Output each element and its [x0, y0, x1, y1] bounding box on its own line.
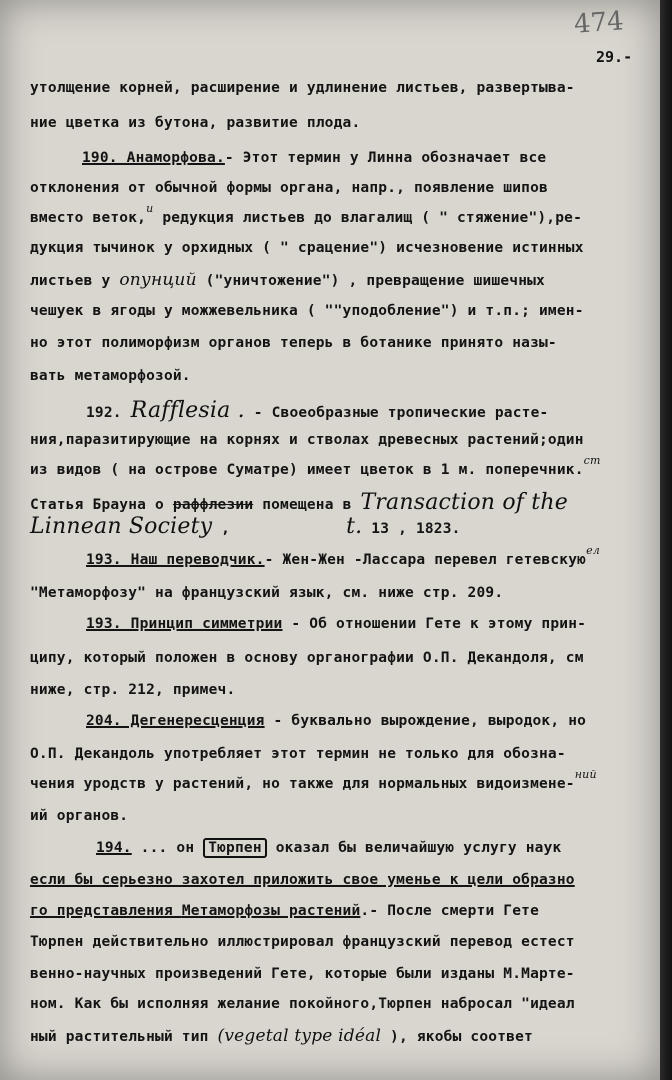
- text-line: [30, 903, 539, 919]
- note-heading: 192.: [86, 405, 122, 421]
- handwritten-word: Rafflesia .: [130, 398, 245, 423]
- text-line: утолщение корней, расширение и удлинение листьев, развертыва-: [30, 80, 575, 96]
- text-span: листьев у: [30, 273, 111, 289]
- text-line: [30, 490, 568, 515]
- text-line: но этот полиморфизм органов теперь в ботанике принято назы-: [30, 335, 557, 351]
- archive-number: 474: [573, 6, 625, 40]
- text-line: [30, 1026, 533, 1046]
- note-heading: 190. Анаморфова.: [82, 150, 225, 166]
- text-span: 13 , 1823.: [362, 521, 461, 537]
- text-line: [30, 454, 601, 478]
- text-line: ий органов.: [30, 808, 129, 824]
- note-194: [96, 840, 561, 856]
- text-span: ), якобы соответ: [381, 1029, 533, 1045]
- bracketed-name: Тюрпен: [203, 838, 267, 858]
- text-span: редукция листьев до влагалищ ( " стяжение"),ре-: [153, 210, 583, 226]
- handwritten-abbr: t.: [346, 514, 363, 539]
- note-193b: [86, 616, 586, 632]
- text-line: ние цветка из бутона, развитие плода.: [30, 115, 361, 131]
- text-span: ный растительный тип: [30, 1029, 218, 1045]
- text-line: ниже, стр. 212, примеч.: [30, 682, 236, 698]
- note-190: [82, 150, 546, 166]
- text-line: Linnean Society , t. 13 , 1823.: [30, 514, 461, 539]
- text-span: .- После смерти Гете: [360, 903, 540, 919]
- text-span: оказал бы величайшую услугу наук: [266, 840, 562, 856]
- text-line: [30, 768, 597, 792]
- note-heading: 194.: [96, 840, 132, 856]
- note-heading: 193. Наш переводчик.: [86, 552, 265, 568]
- text-span: ("уничтожение") , превращение шишечных: [196, 273, 545, 289]
- handwritten-insertion: ний: [574, 768, 597, 781]
- text-line: О.П. Декандоль употребляет этот термин не только для обозна-: [30, 746, 566, 762]
- text-line: ном. Как бы исполняя желание покойного,Тюрпен набросал "идеал: [30, 996, 575, 1012]
- handwritten-insertion: ст: [583, 454, 601, 467]
- handwritten-phrase: (vegetal type idéal: [217, 1026, 382, 1046]
- note-192: [86, 398, 548, 423]
- text-span: ... он: [131, 840, 204, 856]
- handwritten-title: Linnean Society: [30, 514, 213, 539]
- text-line: ния,паразитирующие на корнях и стволах древесных растений;один: [30, 432, 584, 448]
- text-span: помещена в: [253, 497, 352, 513]
- text-line: Тюрпен действительно иллюстрировал французский перевод естест: [30, 934, 575, 950]
- underlined-title: Метаморфозы растений: [181, 903, 361, 919]
- handwritten-title: Transaction of the: [360, 490, 568, 515]
- text-line: вать метаморфозой.: [30, 368, 191, 384]
- text-line: дукция тычинок у орхидных ( " срацение") исчезновение истинных: [30, 240, 584, 256]
- text-line: [30, 270, 545, 290]
- text-span: - Этот термин у Линна обозначает все: [224, 150, 547, 166]
- scan-edge: [660, 0, 672, 1080]
- text-line: чешуек в ягоды у можжевельника ( ""уподобление") и т.п.; имен-: [30, 303, 584, 319]
- text-span: чения уродств у растений, но также для нормальных видоизмене-: [30, 776, 575, 792]
- text-span: - Об отношении Гете к этому прин-: [282, 616, 587, 632]
- text-span: вместо веток,: [30, 210, 147, 226]
- text-span: Статья Брауна о: [30, 497, 164, 513]
- text-line: венно-научных произведений Гете, которые были изданы М.Марте-: [30, 966, 575, 982]
- text-line: [30, 202, 583, 226]
- text-span: - Своеобразные тропические расте-: [244, 405, 549, 421]
- note-heading: 193. Принцип симметрии: [86, 616, 283, 632]
- handwritten-word: опунций: [119, 270, 197, 290]
- text-line: отклонения от обычной формы органа, напр., появление шипов: [30, 180, 548, 196]
- text-line: "Метаморфозу" на французский язык, см. ниже стр. 209.: [30, 585, 504, 601]
- note-204: [86, 713, 586, 729]
- text-span: из видов ( на острове Суматре) имеет цветок в 1 м. поперечник.: [30, 462, 584, 478]
- text-span: - Жен-Жен -Лассара перевел гетевскую: [264, 552, 587, 568]
- handwritten-insertion: ел: [586, 544, 601, 557]
- text-line: ципу, который положен в основу органографии О.П. Декандоля, см: [30, 650, 584, 666]
- text-span: - буквально вырождение, выродок, но: [264, 713, 587, 729]
- corrected-word: раффлезии: [172, 497, 254, 513]
- note-193a: [86, 544, 601, 568]
- note-heading: 204. Дегенересценция: [86, 713, 265, 729]
- text-span: го представления: [30, 903, 182, 919]
- handwritten-insertion: и: [146, 202, 154, 215]
- page-number: 29.-: [596, 48, 633, 66]
- text-line: если бы серьезно захотел приложить свое уменье к цели образно: [30, 872, 575, 888]
